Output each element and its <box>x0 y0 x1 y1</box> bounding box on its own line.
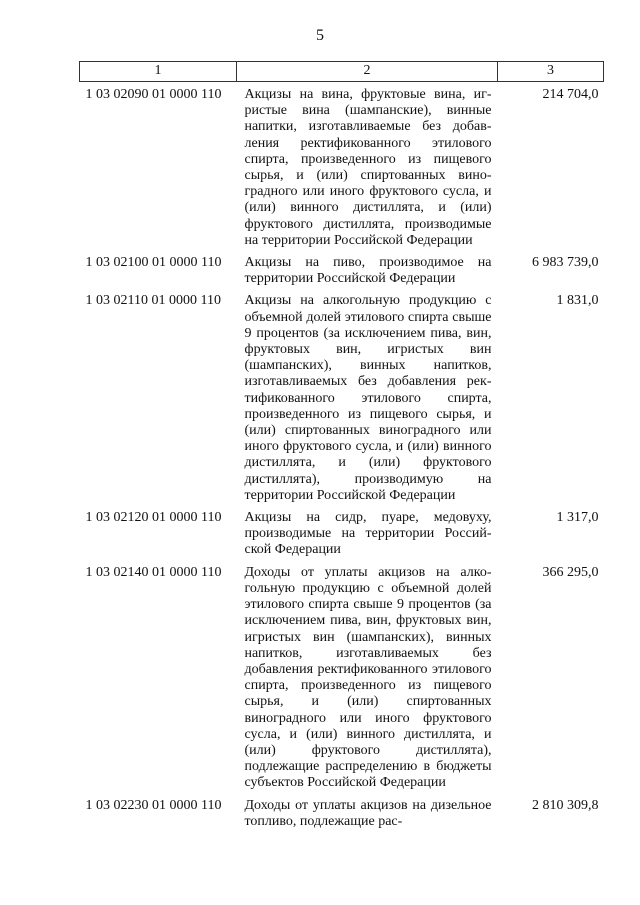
revenue-description: Акцизы на пиво, производимое на территории Российской Федерации <box>244 255 492 287</box>
classification-code: 1 03 02100 01 0000 110 <box>85 255 222 271</box>
revenue-amount: 1 831,0 <box>556 293 599 309</box>
classification-code: 1 03 02120 01 0000 110 <box>85 510 222 526</box>
column-header-amount: 3 <box>498 62 604 82</box>
table-header-row <box>80 62 604 82</box>
revenue-description: Акцизы на алкогольную продукцию с объемной долей этилового спирта свыше 9 процентов (за исключением пива, вин, фруктовых вин, игристых вин (шампанских), винных напитков, изготавливаемых без добавления ректификованного этилового спирта, произведенного из пищевого сырья, и (или) спиртованных виноградного или иного фруктового сусла, и (или) винного дистиллята, и (или) фруктового дистиллята), производимую на территории Российской Федерации <box>244 293 492 503</box>
column-header-name: 2 <box>237 62 498 82</box>
classification-code: 1 03 02090 01 0000 110 <box>85 87 222 102</box>
revenue-amount: 214 704,0 <box>542 87 599 102</box>
revenue-description: Доходы от уплаты акцизов на алкогольную продукцию с объемной долей этилового спирта свыше 9 процентов (за исключением пива, вин, фруктовых вин, игристых вин (шампанских), винных напитков, изготавливаемых без добавления ректификованного этилового спирта, произведенного из пищевого сырья, и (или) спиртованных виноградного или иного фруктового сусла, и (или) винного дистиллята, и (или) фруктового дистиллята), подлежащие распределению в бюджеты субъектов Российской Федерации <box>244 564 492 791</box>
revenue-amount: 366 295,0 <box>542 564 599 580</box>
classification-code: 1 03 02140 01 0000 110 <box>85 564 222 580</box>
revenue-amount: 2 810 309,8 <box>532 797 599 813</box>
revenue-amount: 1 317,0 <box>556 510 599 526</box>
classification-code: 1 03 02110 01 0000 110 <box>85 293 221 309</box>
classification-code: 1 03 02230 01 0000 110 <box>85 797 222 813</box>
column-header-code: 1 <box>80 62 237 82</box>
revenue-description: Акцизы на сидр, пуаре, медовуху, производимые на территории Российской Федерации <box>244 510 492 558</box>
revenue-description: Акцизы на вина, фруктовые вина, игристые вина (шампанские), винные напитки, изготавливаемые без добавления ректификованного этилового спирта, произведенного из пищевого сырья, и (или) спиртованных виноградного или иного фруктового сусла, и (или) винного дистиллята, и (или) фруктового дистиллята, производимые на территории Российской Федерации <box>244 87 492 248</box>
table-row <box>80 249 604 287</box>
table-row <box>80 287 604 504</box>
revenue-amount: 6 983 739,0 <box>532 255 599 271</box>
table-row <box>80 559 604 792</box>
page-number: 5 <box>316 27 324 44</box>
revenue-description: Доходы от уплаты акцизов на дизельное топливо, подлежащие рас- <box>244 797 492 829</box>
budget-table-container <box>79 61 603 830</box>
table-row <box>80 792 604 830</box>
table-row <box>80 504 604 559</box>
table-row <box>80 82 604 250</box>
budget-table <box>79 61 604 830</box>
